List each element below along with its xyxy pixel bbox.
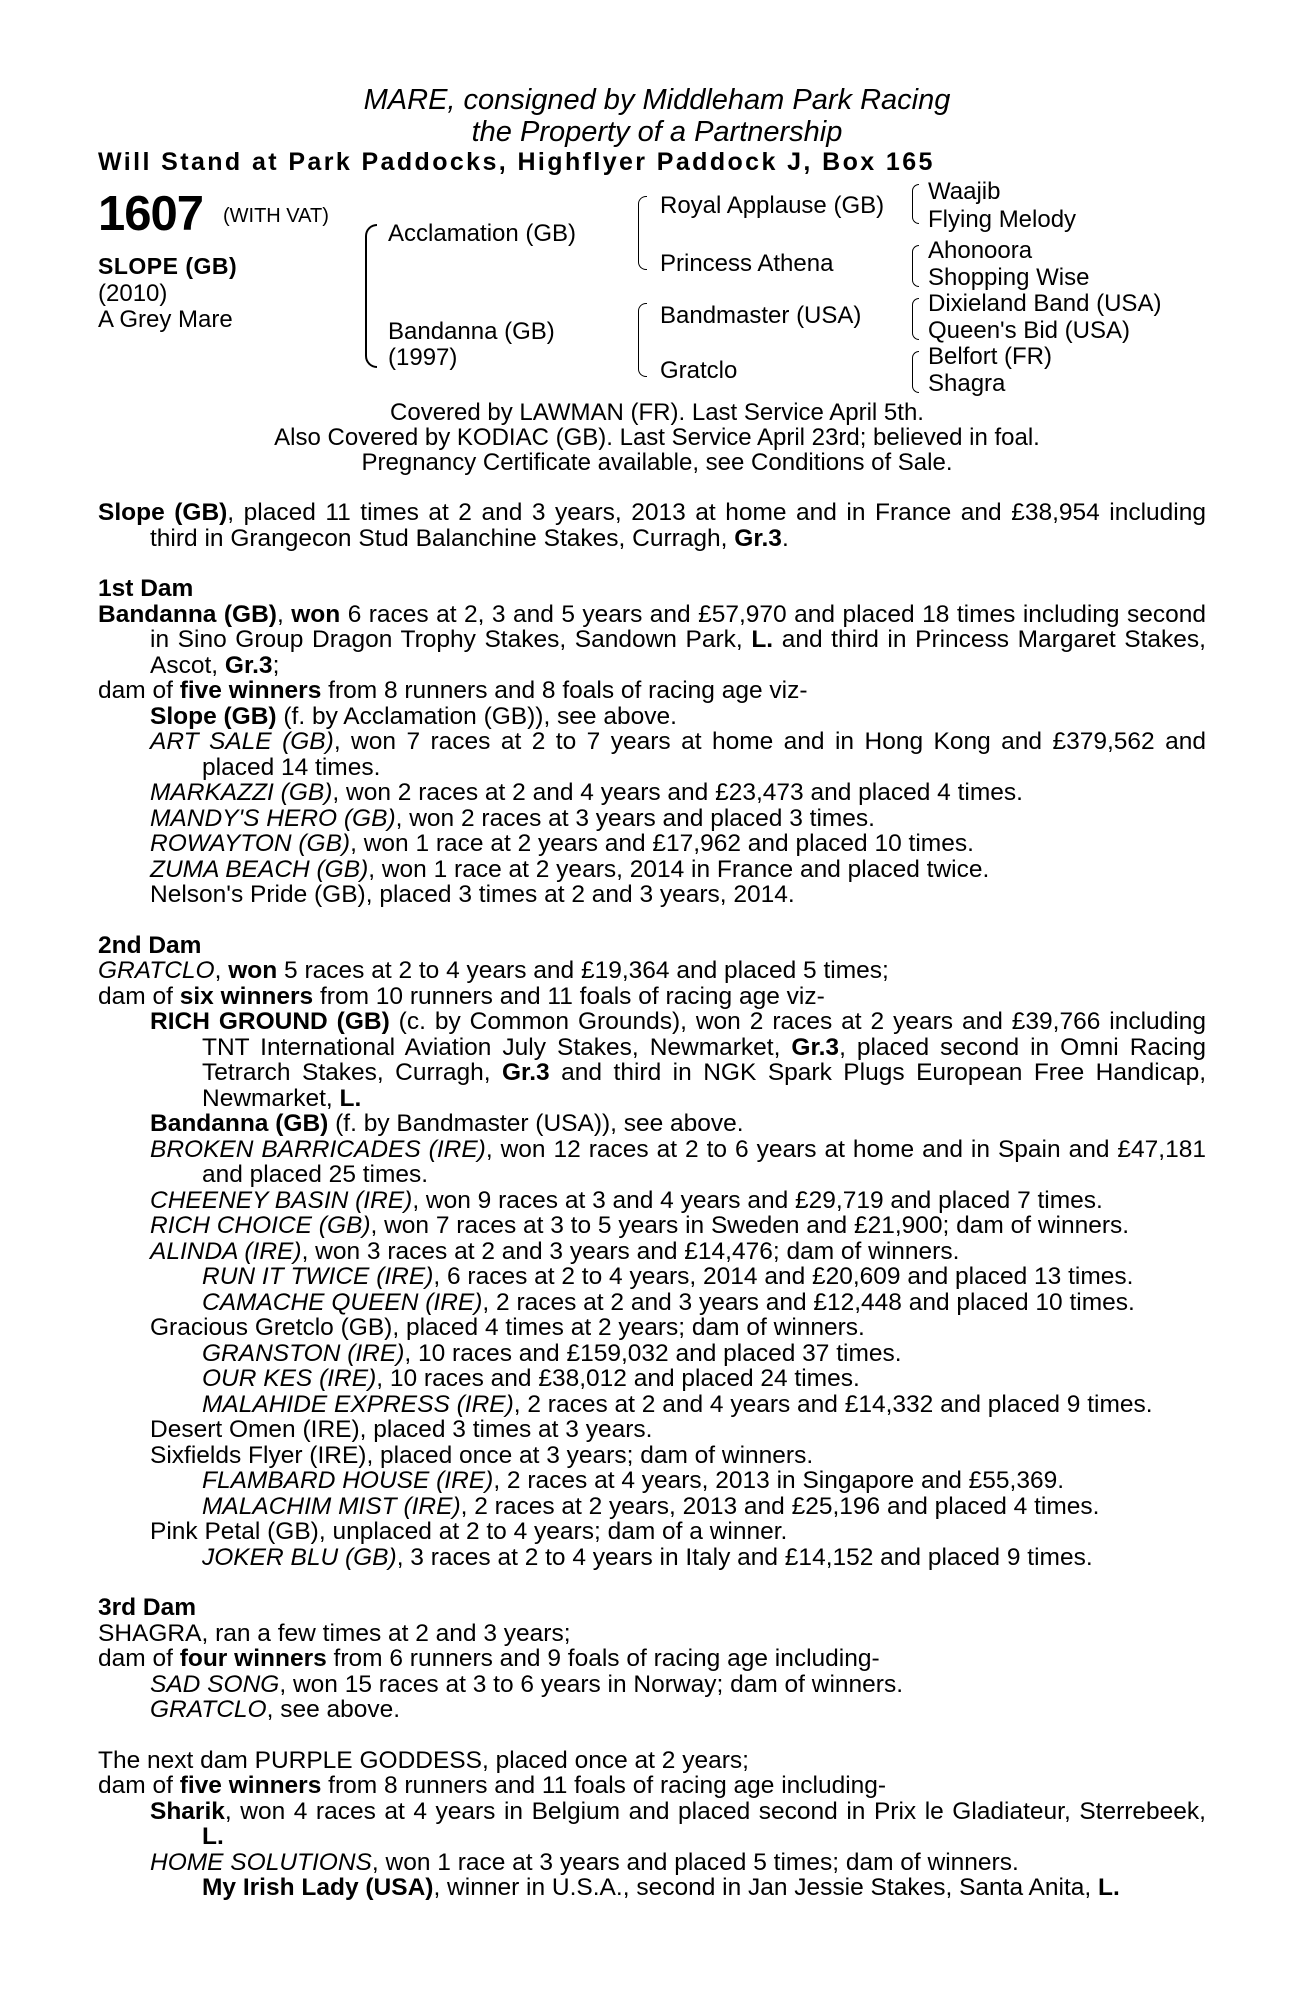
list-item: BROKEN BARRICADES (IRE), won 12 races at 2 to 6 years at home and in Spain and £47,181 and placed 25 times. [150,1135,1206,1188]
pedigree-ddd: Shagra [928,370,1006,397]
list-item: MALACHIM MIST (IRE), 2 races at 2 years, 2013 and £25,196 and placed 4 times. [202,1492,1100,1520]
lot-number: 1607 [98,187,204,241]
list-item: CAMACHE QUEEN (IRE), 2 races at 2 and 3 years and £12,448 and placed 10 times. [202,1288,1135,1316]
pedigree-dds: Belfort (FR) [928,343,1053,370]
covering-line-2: Also Covered by KODIAC (GB). Last Service April 23rd; believed in foal. [274,424,1040,451]
pedigree-sdd: Shopping Wise [928,264,1090,291]
list-item: CHEENEY BASIN (IRE), won 9 races at 3 and 4 years and £29,719 and placed 7 times. [150,1186,1103,1214]
second-dam-heading: 2nd Dam [98,931,202,959]
list-item: MANDY'S HERO (GB), won 2 races at 3 years and placed 3 times. [150,804,875,832]
property-line: the Property of a Partnership [471,116,843,148]
covering-line-3: Pregnancy Certificate available, see Conditions of Sale. [361,449,953,476]
list-item: Gracious Gretclo (GB), placed 4 times at 2 years; dam of winners. [150,1314,865,1341]
pedigree-ssd: Flying Melody [928,206,1077,233]
list-item: Pink Petal (GB), unplaced at 2 to 4 years; dam of a winner. [150,1518,788,1545]
first-dam-record: Bandanna (GB), won 6 races at 2, 3 and 5 years and £57,970 and placed 18 times including second in Sino Group Dragon Trophy Stakes, Sandown Park, L. and third in Princess Margaret Stakes, Ascot, Gr.3; [98,600,1206,679]
list-item: HOME SOLUTIONS, won 1 race at 3 years and placed 5 times; dam of winners. [150,1848,1019,1876]
list-item: My Irish Lady (USA), winner in U.S.A., second in Jan Jessie Stakes, Santa Anita, L. [202,1874,1120,1901]
list-item: SAD SONG, won 15 races at 3 to 6 years in Norway; dam of winners. [150,1670,904,1698]
pedigree-sss: Waajib [928,178,1001,205]
list-item: Desert Omen (IRE), placed 3 times at 3 years. [150,1416,653,1443]
first-dam-heading: 1st Dam [98,575,194,602]
list-item: FLAMBARD HOUSE (IRE), 2 races at 4 years, 2013 in Singapore and £55,369. [202,1467,1065,1494]
list-item: Sharik, won 4 races at 4 years in Belgium and placed second in Prix le Gladiateur, Sterrebeek, L. [150,1797,1206,1850]
second-dam-produce-summary: dam of six winners from 10 runners and 11 foals of racing age viz- [98,982,825,1010]
horse-description: A Grey Mare [98,306,233,333]
list-item: ROWAYTON (GB), won 1 race at 2 years and £17,962 and placed 10 times. [150,830,974,857]
intro-horse-name: Slope (GB) [98,499,228,526]
pedigree-sds: Ahonoora [928,237,1033,264]
pedigree-brace-dd [912,351,919,393]
intro-paragraph: Slope (GB), placed 11 times at 2 and 3 years, 2013 at home and in France and £38,954 including third in Grangecon Stud Balanchine Stakes, Curragh, Gr.3. [98,499,1206,552]
pedigree-sire: Acclamation (GB) [388,220,577,247]
list-item: RUN IT TWICE (IRE), 6 races at 2 to 4 years, 2014 and £20,609 and placed 13 times. [202,1263,1134,1290]
list-item: Sixfields Flyer (IRE), placed once at 3 years; dam of winners. [150,1441,814,1469]
fourth-dam-produce-summary: dam of five winners from 8 runners and 11 foals of racing age including- [98,1772,887,1799]
list-item: Nelson's Pride (GB), placed 3 times at 2 and 3 years, 2014. [150,881,795,908]
horse-year: (2010) [98,280,168,307]
list-item: MARKAZZI (GB), won 2 races at 2 and 4 years and £23,473 and placed 4 times. [150,779,1023,806]
fourth-dam-record: The next dam PURPLE GODDESS, placed once at 2 years; [98,1746,749,1774]
pedigree-dss: Dixieland Band (USA) [928,290,1162,317]
list-item: ZUMA BEACH (GB), won 1 race at 2 years, 2014 in France and placed twice. [150,855,990,883]
list-item: ART SALE (GB), won 7 races at 2 to 7 years at home and in Hong Kong and £379,562 and placed 14 times. [150,728,1206,781]
consignor-line: MARE, consigned by Middleham Park Racing [363,84,951,116]
pedigree-dam-year: (1997) [388,344,458,371]
pedigree-dam-dam: Gratclo [660,357,738,384]
third-dam-record: SHAGRA, ran a few times at 2 and 3 years; [98,1619,571,1647]
vat-note: (WITH VAT) [223,205,329,227]
pedigree-brace-main [365,224,377,368]
horse-name: SLOPE (GB) [98,253,238,279]
list-item: GRATCLO, see above. [150,1696,401,1723]
list-item: GRANSTON (IRE), 10 races and £159,032 and placed 37 times. [202,1339,902,1367]
list-item: Bandanna (GB) (f. by Bandmaster (USA)), see above. [150,1110,744,1137]
pedigree-dam-sire: Bandmaster (USA) [660,302,862,329]
pedigree-brace-ss [912,184,919,224]
pedigree-dsd: Queen's Bid (USA) [928,317,1130,344]
list-item: JOKER BLU (GB), 3 races at 2 to 4 years in Italy and £14,152 and placed 9 times. [202,1543,1093,1571]
list-item: OUR KES (IRE), 10 races and £38,012 and placed 24 times. [202,1365,860,1392]
list-item: Slope (GB) (f. by Acclamation (GB)), see above. [150,702,677,730]
list-item: RICH CHOICE (GB), won 7 races at 3 to 5 years in Sweden and £21,900; dam of winners. [150,1212,1130,1239]
list-item: RICH GROUND (GB) (c. by Common Grounds), won 2 races at 2 years and £39,766 including TNT International Aviation July Stakes, Newmarket, Gr.3, placed second in Omni Racing Tetrarch Stakes, Curragh, Gr.3 and third in NGK Spark Plugs European Free Handicap, Newmarket, L. [150,1008,1207,1112]
catalogue-body [98,500,1206,1901]
pedigree-dam: Bandanna (GB) [388,318,555,345]
pedigree-sire-sire: Royal Applause (GB) [660,192,885,219]
list-item: MALAHIDE EXPRESS (IRE), 2 races at 2 and 4 years and £14,332 and placed 9 times. [202,1390,1153,1418]
third-dam-heading: 3rd Dam [98,1594,197,1621]
list-item: ALINDA (IRE), won 3 races at 2 and 3 years and £14,476; dam of winners. [150,1237,960,1265]
pedigree-brace-dam [638,303,647,377]
covering-line-1: Covered by LAWMAN (FR). Last Service April 5th. [390,399,924,426]
pedigree-sire-dam: Princess Athena [660,250,834,277]
stand-location: Will Stand at Park Paddocks, Highflyer Paddock J, Box 165 [98,148,935,176]
pedigree-brace-ds [912,298,919,340]
pedigree-brace-sire [638,196,647,270]
third-dam-produce-summary: dam of four winners from 6 runners and 9 foals of racing age including- [98,1645,880,1672]
pedigree-brace-sd [912,245,919,287]
first-dam-produce-summary: dam of five winners from 8 runners and 8 foals of racing age viz- [98,677,808,704]
second-dam-record: GRATCLO, won 5 races at 2 to 4 years and £19,364 and placed 5 times; [98,957,889,984]
